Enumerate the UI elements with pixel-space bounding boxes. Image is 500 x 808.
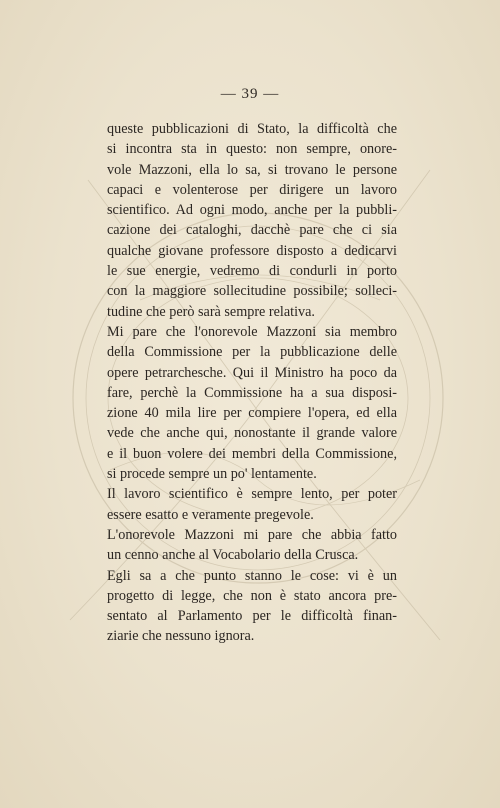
text-line: cazione dei cataloghi, dacchè pare che ci sia	[107, 222, 397, 239]
text-line: sentato al Parlamento per le difficoltà finan-	[107, 608, 397, 625]
text-line: opere petrarchesche. Qui il Ministro ha poco da	[107, 364, 397, 381]
text-line: zione 40 mila lire per compiere l'opera, ed ella	[107, 405, 397, 422]
text-line: tudine che però sarà sempre relativa.	[107, 303, 315, 320]
body-text	[107, 119, 397, 647]
text-line: le sue energie, vedremo di condurli in porto	[107, 263, 397, 280]
text-line: ziarie che nessuno ignora.	[107, 628, 255, 645]
text-line: essere esatto e veramente pregevole.	[107, 506, 314, 523]
text-line: Il lavoro scientifico è sempre lento, per poter	[107, 486, 397, 503]
text-line: qualche giovane professore disposto a dedicarvi	[107, 242, 397, 259]
text-line: vole Mazzoni, ella lo sa, si trovano le persone	[107, 161, 397, 178]
text-line: della Commissione per la pubblicazione delle	[107, 344, 397, 361]
text-line: queste pubblicazioni di Stato, la difficoltà che	[107, 121, 397, 137]
text-line: un cenno anche al Vocabolario della Crusca.	[107, 547, 359, 564]
text-line: fare, perchè la Commissione ha a sua disposi-	[107, 384, 397, 401]
text-line: L'onorevole Mazzoni mi pare che abbia fatto	[107, 526, 397, 543]
text-line: scientifico. Ad ogni modo, anche per la pubbli-	[107, 202, 397, 219]
text-line: progetto di legge, che non è stato ancora pre-	[107, 587, 397, 604]
text-line: capaci e volenterose per dirigere un lavoro	[107, 181, 397, 198]
text-line: Egli sa a che punto stanno le cose: vi è un	[107, 567, 397, 584]
text-line: si procede sempre un po' lentamente.	[107, 466, 317, 483]
text-line: vede che anche qui, nonostante il grande valore	[107, 425, 397, 442]
page-number: — 39 —	[220, 86, 280, 102]
text-line: Mi pare che l'onorevole Mazzoni sia membro	[107, 323, 397, 340]
text-line: si incontra sta in questo: non sempre, onore-	[107, 141, 397, 158]
text-line: con la maggiore sollecitudine possibile; solleci-	[107, 283, 397, 300]
text-line: e il buon volere dei membri della Commissione,	[107, 445, 397, 462]
